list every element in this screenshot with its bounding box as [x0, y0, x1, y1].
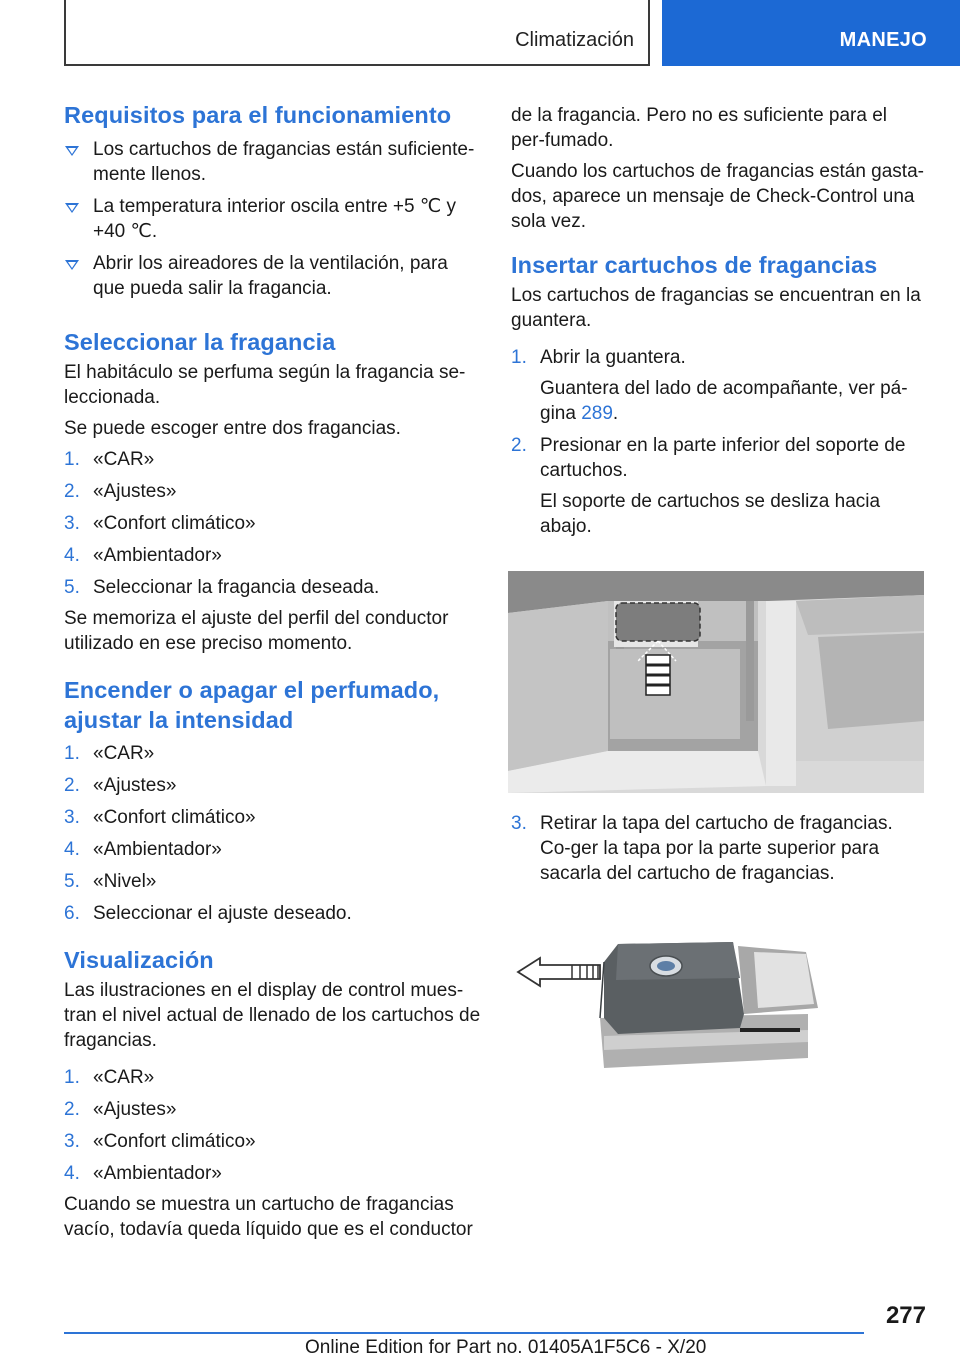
step-number: 1.	[511, 347, 527, 368]
step-item	[64, 543, 482, 568]
step-remove-cap	[511, 811, 926, 893]
step-item	[64, 869, 482, 894]
step-item	[511, 345, 926, 426]
step-item	[64, 741, 482, 766]
footer-edition: Online Edition for Part no. 01405A1F5C6 - X/20	[305, 1337, 707, 1358]
triangle-bullet-icon	[65, 260, 79, 270]
steps-select-fragrance	[64, 447, 482, 600]
step-number: 3.	[64, 807, 80, 828]
step-text: Retirar la tapa del cartucho de fragancias. Co‐ger la tapa por la parte superior para sacarla del cartucho de fragancias.	[540, 813, 893, 884]
steps-display	[64, 1065, 482, 1186]
paragraph: Los cartuchos de fragancias se encuentran en la guantera.	[511, 285, 921, 331]
step-text: «CAR»	[93, 449, 155, 470]
pull-arrow-icon	[518, 958, 600, 986]
step-text: «Nivel»	[93, 871, 157, 892]
paragraph: de la fragancia. Pero no es suficiente para el per‐fumado.	[511, 105, 888, 151]
step-number: 5.	[64, 871, 80, 892]
left-column	[64, 100, 482, 1242]
step-item	[64, 773, 482, 798]
step-text: «Confort climático»	[93, 513, 256, 534]
step-item	[64, 1161, 482, 1186]
footer-divider	[64, 1332, 864, 1334]
step-item	[64, 1065, 482, 1090]
step-text: Abrir la guantera.	[540, 347, 686, 368]
steps-intensity	[64, 741, 482, 926]
list-item	[64, 137, 482, 187]
step-number: 2.	[511, 435, 527, 456]
step-text: «Ambientador»	[93, 545, 222, 566]
heading-insertar-cartuchos: Insertar cartuchos de fragancias	[511, 252, 878, 278]
paragraph: Cuando se muestra un cartucho de fragancias vacío, todavía queda líquido que es el conductor	[64, 1194, 473, 1240]
step-text: «Confort climático»	[93, 1131, 256, 1152]
heading-visualizacion: Visualización	[64, 947, 214, 973]
header-section-box	[64, 0, 650, 66]
list-item-text: La temperatura interior oscila entre +5 ℃ y +40 ℃.	[93, 196, 456, 242]
step-text: «Ajustes»	[93, 775, 177, 796]
step-item	[64, 901, 482, 926]
list-item	[64, 251, 482, 301]
step-item	[64, 837, 482, 862]
step-number: 1.	[64, 743, 80, 764]
step-text: Seleccionar el ajuste deseado.	[93, 903, 352, 924]
step-item	[64, 479, 482, 504]
list-item-text: Los cartuchos de fragancias están suficiente‐mente llenos.	[93, 139, 475, 185]
heading-seleccionar-fragancia: Seleccionar la fragancia	[64, 329, 336, 355]
step-text: «Ajustes»	[93, 481, 177, 502]
paragraph: Se memoriza el ajuste del perfil del conductor utilizado en ese preciso momento.	[64, 608, 449, 654]
step-item	[64, 575, 482, 600]
paragraph: Las ilustraciones en el display de control mues‐tran el nivel actual de llenado de los cartuchos de fragancias.	[64, 980, 481, 1051]
step-note	[540, 376, 926, 426]
step-note-text: Guantera del lado de acompañante, ver pá‐gina	[540, 378, 908, 424]
step-text: «Confort climático»	[93, 807, 256, 828]
step-number: 2.	[64, 481, 80, 502]
step-item	[64, 1129, 482, 1154]
step-number: 3.	[511, 813, 527, 834]
step-number: 2.	[64, 1099, 80, 1120]
heading-requisitos: Requisitos para el funcionamiento	[64, 102, 452, 128]
step-item	[64, 1097, 482, 1122]
step-number: 4.	[64, 839, 80, 860]
step-number: 1.	[64, 1067, 80, 1088]
step-text: Seleccionar la fragancia deseada.	[93, 577, 380, 598]
step-item	[511, 811, 926, 886]
step-number: 3.	[64, 513, 80, 534]
step-number: 4.	[64, 1163, 80, 1184]
step-number: 2.	[64, 775, 80, 796]
step-text: «Ambientador»	[93, 839, 222, 860]
step-item	[511, 433, 926, 539]
page-number: 277	[885, 1302, 926, 1329]
header-chapter-label: MANEJO	[839, 29, 927, 51]
step-note-text: .	[612, 403, 619, 424]
cartridge-illustration	[508, 918, 924, 1088]
step-text: «Ajustes»	[93, 1099, 177, 1120]
header-section-title: Climatización	[515, 29, 634, 51]
step-number: 5.	[64, 577, 80, 598]
step-number: 3.	[64, 1131, 80, 1152]
step-item	[64, 447, 482, 472]
triangle-bullet-icon	[65, 203, 79, 213]
header-chapter-tab	[662, 0, 960, 66]
requirements-list	[64, 137, 482, 301]
step-number: 1.	[64, 449, 80, 470]
heading-encender-apagar: Encender o apagar el perfumado, ajustar la intensidad	[64, 677, 440, 733]
step-item	[64, 511, 482, 536]
step-text: Presionar en la parte inferior del soporte de cartuchos.	[540, 435, 906, 481]
steps-insert	[511, 345, 926, 539]
step-text: «CAR»	[93, 1067, 155, 1088]
list-item	[64, 194, 482, 244]
step-number: 6.	[64, 903, 80, 924]
list-item-text: Abrir los aireadores de la ventilación, para que pueda salir la fragancia.	[93, 253, 448, 299]
step-item	[64, 805, 482, 830]
step-number: 4.	[64, 545, 80, 566]
right-column	[511, 100, 926, 546]
page-link-289[interactable]: 289	[581, 403, 613, 424]
paragraph: Se puede escoger entre dos fragancias.	[64, 418, 401, 439]
step-text: «CAR»	[93, 743, 155, 764]
step-text: «Ambientador»	[93, 1163, 222, 1184]
triangle-bullet-icon	[65, 146, 79, 156]
glovebox-illustration	[508, 571, 924, 793]
step-note: El soporte de cartuchos se desliza hacia abajo.	[540, 491, 881, 537]
paragraph: El habitáculo se perfuma según la fragancia se‐leccionada.	[64, 362, 466, 408]
paragraph: Cuando los cartuchos de fragancias están gasta‐dos, aparece un mensaje de Check-Control una sola vez.	[511, 161, 924, 232]
